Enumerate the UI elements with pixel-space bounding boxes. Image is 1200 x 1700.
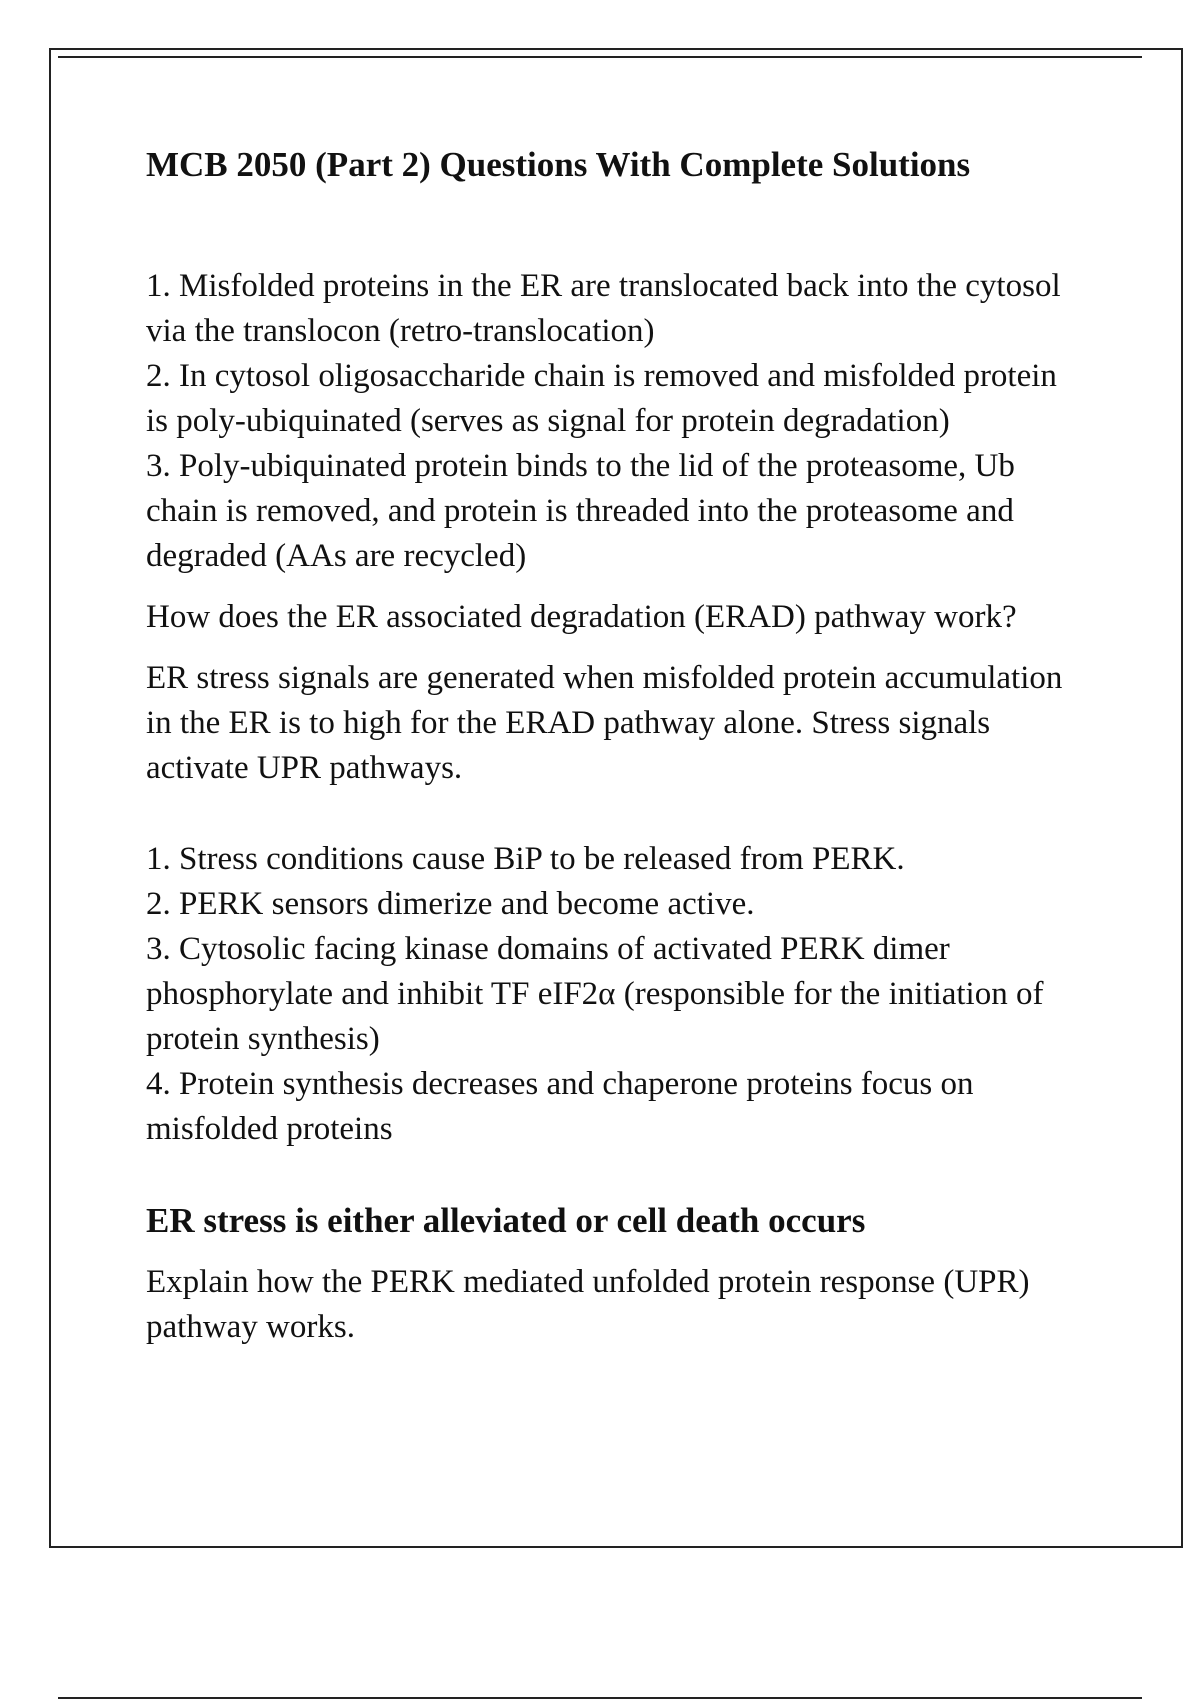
perk-step-2: 2. PERK sensors dimerize and become active. (146, 886, 755, 922)
erad-step-3: 3. Poly-ubiquinated protein binds to the lid of the proteasome, Ub chain is removed, and protein is threaded into the proteasome and degraded (AAs are recycled) (146, 448, 1015, 574)
spacer (146, 1152, 1086, 1198)
erad-question: How does the ER associated degradation (ERAD) pathway work? (146, 599, 1017, 635)
erad-step-2: 2. In cytosol oligosaccharide chain is removed and misfolded protein is poly-ubiquinated (serves as signal for protein degradation) (146, 358, 1057, 439)
perk-step-3: 3. Cytosolic facing kinase domains of activated PERK dimer phosphorylate and inhibit TF eIF2α (responsible for the initiation of protein synthesis) (146, 931, 1044, 1057)
perk-question: Explain how the PERK mediated unfolded protein response (UPR) pathway works. (146, 1264, 1030, 1345)
bottom-rule (58, 1697, 1142, 1699)
perk-step-4: 4. Protein synthesis decreases and chaperone proteins focus on misfolded proteins (146, 1066, 974, 1147)
spacer (146, 1244, 1086, 1260)
perk-step-1: 1. Stress conditions cause BiP to be released from PERK. (146, 841, 905, 877)
upr-intro: ER stress signals are generated when misfolded protein accumulation in the ER is to high for the ERAD pathway alone. Stress signals activate UPR pathways. (146, 660, 1063, 786)
perk-outcome: ER stress is either alleviated or cell death occurs (146, 1201, 866, 1240)
document-body (146, 142, 1086, 1350)
spacer (146, 640, 1086, 656)
page-title: MCB 2050 (Part 2) Questions With Complete Solutions (146, 145, 971, 184)
spacer (146, 791, 1086, 837)
erad-step-1: 1. Misfolded proteins in the ER are translocated back into the cytosol via the translocon (retro-translocation) (146, 268, 1061, 349)
spacer (146, 579, 1086, 595)
